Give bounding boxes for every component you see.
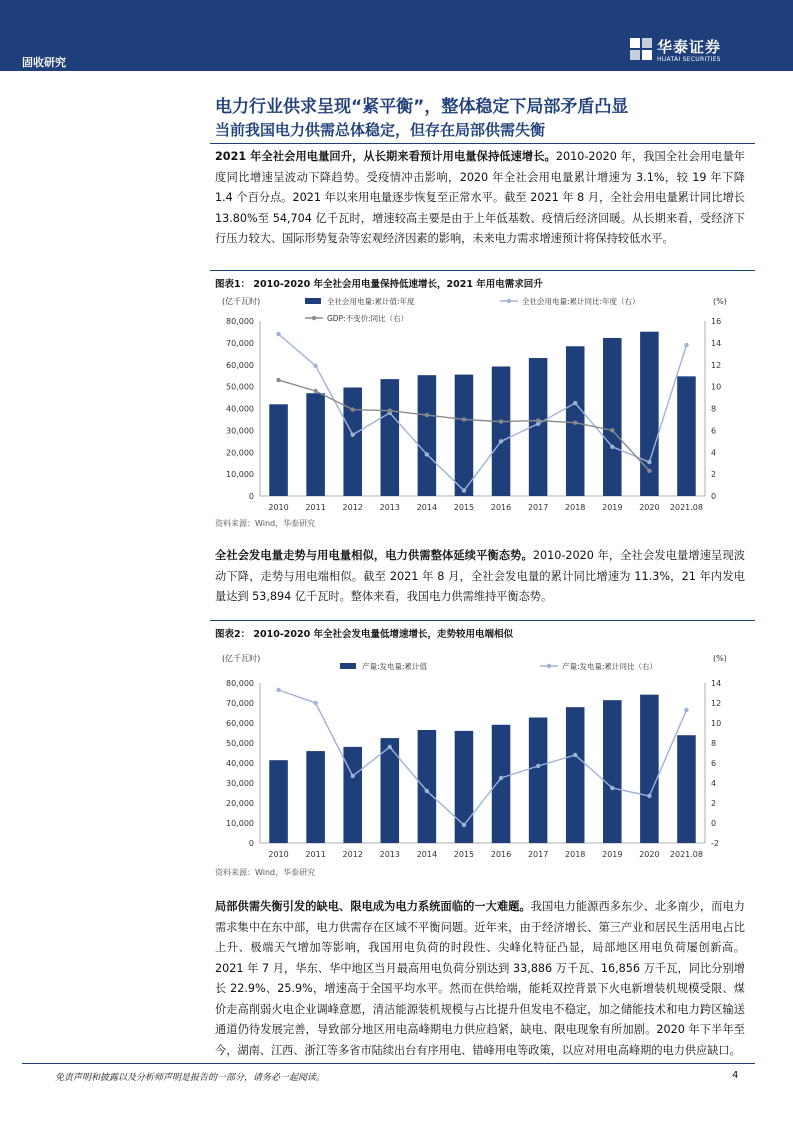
series-point bbox=[388, 745, 392, 749]
x-axis-tick: 2017 bbox=[527, 850, 549, 859]
x-axis-tick: 2016 bbox=[490, 503, 512, 512]
right-axis-tick: 2 bbox=[711, 470, 717, 480]
x-axis-tick: 2019 bbox=[602, 503, 623, 512]
series-point bbox=[647, 794, 651, 798]
series-point bbox=[351, 407, 355, 411]
figure-2-top-rule bbox=[210, 620, 755, 621]
bar bbox=[603, 338, 622, 496]
right-axis-tick: 8 bbox=[711, 404, 717, 414]
left-axis-tick: 40,000 bbox=[226, 404, 254, 414]
x-axis-tick: 2021.08 bbox=[669, 503, 704, 512]
section-heading: 电力行业供求呈现“紧平衡”，整体稳定下局部矛盾凸显 bbox=[215, 97, 629, 117]
bar bbox=[381, 379, 400, 496]
series-point bbox=[536, 418, 540, 422]
figure-1-title: 图表1： 2010-2020 年全社会用电量保持低速增长，2021 年用电需求回升 bbox=[215, 279, 543, 290]
series-point bbox=[684, 708, 688, 712]
series-point bbox=[462, 417, 466, 421]
bar bbox=[640, 695, 659, 843]
paragraph-1 bbox=[215, 147, 745, 250]
series-point bbox=[425, 452, 429, 456]
series-point bbox=[351, 433, 355, 437]
x-axis-tick: 2016 bbox=[490, 850, 512, 859]
legend-label: 产量:发电量:累计同比（右） bbox=[562, 662, 658, 671]
legend-label: 全社会用电量:累计值:年度 bbox=[327, 297, 415, 306]
series-point bbox=[573, 401, 577, 405]
series-point bbox=[313, 389, 317, 393]
bar bbox=[455, 375, 474, 496]
left-axis-tick: 20,000 bbox=[226, 448, 254, 458]
figure-2-source: 资料来源：Wind，华泰研究 bbox=[215, 868, 316, 877]
left-axis-unit: (亿千瓦时) bbox=[222, 654, 261, 663]
right-axis-tick: 10 bbox=[711, 719, 722, 728]
series-point bbox=[313, 701, 317, 705]
bar bbox=[306, 393, 325, 496]
right-axis-tick: 2 bbox=[711, 799, 717, 808]
series-point bbox=[610, 428, 614, 432]
x-axis-tick: 2012 bbox=[342, 503, 363, 512]
bar bbox=[492, 725, 511, 843]
huatai-logo-icon bbox=[630, 38, 652, 60]
left-axis-tick: 30,000 bbox=[226, 426, 254, 436]
bar bbox=[529, 717, 548, 843]
right-axis-tick: 6 bbox=[711, 426, 717, 436]
right-axis-tick: 0 bbox=[711, 819, 717, 828]
series-point bbox=[573, 421, 577, 425]
paragraph-1-lead: 2021 年全社会用电量回升，从长期来看预计用电量保持低速增长。 bbox=[215, 150, 556, 163]
right-axis-tick: 12 bbox=[711, 360, 722, 370]
x-axis-tick: 2010 bbox=[268, 503, 289, 512]
series-point bbox=[684, 343, 688, 347]
footer-rule bbox=[22, 1063, 755, 1064]
legend-swatch bbox=[305, 298, 321, 304]
left-axis-unit: (亿千瓦时) bbox=[222, 297, 261, 306]
series-point bbox=[351, 774, 355, 778]
right-axis-tick: 10 bbox=[711, 382, 722, 392]
series-point bbox=[610, 445, 614, 449]
x-axis-tick: 2014 bbox=[416, 850, 438, 859]
left-axis-tick: 10,000 bbox=[226, 819, 254, 828]
series-point bbox=[647, 469, 651, 473]
bar bbox=[418, 375, 437, 496]
right-axis-tick: 14 bbox=[711, 338, 722, 348]
bar bbox=[269, 404, 288, 496]
paragraph-3-body: 我国电力能源西多东少、北多南少，而电力需求集中在东中部，电力供需存在区域不平衡问题。近年来，由于经济增长、第三产业和居民生活用电占比上升、极端天气增加等影响，我国用电负荷的时段性、尖峰化特征凸显，局部地区用电负荷屡创新高。2021 年 7 月，华东、华中地区当月最高用电负荷分别达到 33,886 万千瓦、16,856 万千瓦，同比分别增长 22.9%、25.9%，增速高于全国平均水平。然而在供给端，能耗双控背景下火电新增装机规模受限、煤价走高削弱火电企业调峰意愿，清洁能源装机规模与占比提升但发电不稳定，加之储能技术和电力跨区输送通道仍待发展完善，导致部分地区用电高峰期电力供应趋紧，缺电、限电现象有所加剧。2020 年下半年至今，湖南、江西、浙江等多省市陆续出台有序用电、错峰用电等政策，以应对用电高峰期的电力供应缺口。 bbox=[215, 900, 745, 1057]
series-point bbox=[425, 413, 429, 417]
figure-2-chart bbox=[210, 645, 740, 867]
figure-1-chart bbox=[210, 290, 740, 518]
left-axis-tick: 70,000 bbox=[226, 699, 254, 708]
legend-swatch bbox=[340, 663, 356, 669]
right-axis-tick: -2 bbox=[711, 839, 719, 848]
logo-text-en: HUATAI SECURITIES bbox=[657, 56, 721, 63]
right-axis-tick: 4 bbox=[711, 779, 717, 788]
paragraph-2 bbox=[215, 546, 745, 608]
left-axis-tick: 80,000 bbox=[226, 317, 254, 326]
legend-swatch bbox=[312, 316, 316, 320]
figure-2-title: 图表2： 2010-2020 年全社会发电量低增速增长，走势较用电端相似 bbox=[215, 629, 514, 640]
series-point bbox=[573, 753, 577, 757]
bar bbox=[677, 735, 696, 843]
series-line bbox=[279, 334, 687, 490]
bar bbox=[343, 388, 362, 496]
logo bbox=[630, 36, 740, 66]
paragraph-3 bbox=[215, 897, 745, 1061]
bar bbox=[603, 700, 622, 843]
right-axis-tick: 14 bbox=[711, 679, 722, 688]
bar bbox=[492, 367, 511, 496]
legend-label: GDP:不变价:同比（右） bbox=[327, 314, 409, 323]
x-axis-tick: 2017 bbox=[527, 503, 549, 512]
x-axis-tick: 2018 bbox=[565, 850, 586, 859]
x-axis-tick: 2013 bbox=[379, 503, 400, 512]
x-axis-tick: 2020 bbox=[639, 503, 660, 512]
paragraph-1-body: 2010-2020 年，我国全社会用电量年度同比增速呈波动下降趋势。受疫情冲击影响，2020 年全社会用电量累计增速为 3.1%，较 19 年下降 1.4 个百分点。2021 年以来用电量逐步恢复至正常水平。截至 2021 年 8 月，全社会用电量累计同比增长 13.80%至 54,704 亿千瓦时，增速较高主要是由于上年低基数、疫情后经济回暖。从长期来看，受经济下行压力较大、国际形势复杂等宏观经济因素的影响，未来电力需求增速预计将保持较低水平。 bbox=[215, 150, 745, 245]
left-axis-tick: 60,000 bbox=[226, 360, 254, 370]
series-point bbox=[499, 419, 503, 423]
right-axis-tick: 8 bbox=[711, 739, 717, 748]
paragraph-2-lead: 全社会发电量走势与用电量相似，电力供需整体延续平衡态势。 bbox=[215, 549, 533, 562]
series-point bbox=[276, 378, 280, 382]
left-axis-tick: 70,000 bbox=[226, 338, 254, 348]
x-axis-tick: 2015 bbox=[453, 850, 475, 859]
series-point bbox=[462, 823, 466, 827]
bar bbox=[306, 751, 325, 843]
paragraph-2-body: 2010-2020 年，全社会发电量增速呈现波动下降，走势与用电端相似。截至 2021 年 8 月，全社会发电量的累计同比增速为 11.3%，21 年内发电量达到 53,894 亿千瓦时。整体来看，我国电力供需维持平衡态势。 bbox=[215, 549, 745, 603]
right-axis-tick: 12 bbox=[711, 699, 722, 708]
left-axis-tick: 40,000 bbox=[226, 759, 254, 768]
left-axis-tick: 20,000 bbox=[226, 799, 254, 808]
legend-swatch bbox=[507, 299, 511, 303]
right-axis-unit: (%) bbox=[713, 297, 727, 306]
left-axis-tick: 0 bbox=[248, 492, 254, 501]
right-axis-unit: (%) bbox=[713, 654, 727, 663]
left-axis-tick: 30,000 bbox=[226, 779, 254, 788]
subsection-heading: 当前我国电力供需总体稳定，但存在局部供需失衡 bbox=[215, 121, 546, 139]
bar bbox=[343, 747, 362, 843]
left-axis-tick: 0 bbox=[248, 839, 254, 848]
footer-disclaimer: 免责声明和披露以及分析师声明是报告的一部分，请务必一起阅读。 bbox=[55, 1073, 326, 1083]
section-tag: 固收研究 bbox=[22, 56, 66, 69]
right-axis-tick: 6 bbox=[711, 759, 717, 768]
series-point bbox=[536, 764, 540, 768]
bar bbox=[269, 760, 288, 843]
bar bbox=[566, 707, 585, 843]
series-point bbox=[276, 688, 280, 692]
right-axis-tick: 0 bbox=[711, 492, 717, 501]
x-axis-tick: 2020 bbox=[639, 850, 660, 859]
bar bbox=[418, 730, 437, 843]
page-number: 4 bbox=[732, 1070, 739, 1081]
x-axis-tick: 2012 bbox=[342, 850, 363, 859]
series-point bbox=[313, 364, 317, 368]
legend-label: 全社会用电量:累计同比:年度（右） bbox=[522, 297, 640, 306]
series-point bbox=[425, 789, 429, 793]
x-axis-tick: 2018 bbox=[565, 503, 586, 512]
right-axis-tick: 4 bbox=[711, 448, 717, 458]
x-axis-tick: 2021.08 bbox=[669, 850, 704, 859]
heading-rule bbox=[210, 143, 755, 144]
right-axis-tick: 16 bbox=[711, 317, 722, 326]
x-axis-tick: 2015 bbox=[453, 503, 475, 512]
legend-swatch bbox=[547, 664, 551, 668]
left-axis-tick: 50,000 bbox=[226, 739, 254, 748]
x-axis-tick: 2010 bbox=[268, 850, 289, 859]
series-point bbox=[462, 488, 466, 492]
series-point bbox=[388, 408, 392, 412]
x-axis-tick: 2011 bbox=[305, 503, 326, 512]
paragraph-3-lead: 局部供需失衡引发的缺电、限电成为电力系统面临的一大难题。 bbox=[215, 900, 531, 913]
figure-1-source: 资料来源：Wind，华泰研究 bbox=[215, 519, 316, 528]
logo-text-cn: 华泰证券 bbox=[657, 38, 722, 56]
left-axis-tick: 10,000 bbox=[226, 470, 254, 480]
series-point bbox=[276, 332, 280, 336]
left-axis-tick: 60,000 bbox=[226, 719, 254, 728]
x-axis-tick: 2013 bbox=[379, 850, 400, 859]
left-axis-tick: 80,000 bbox=[226, 679, 254, 688]
x-axis-tick: 2014 bbox=[416, 503, 438, 512]
series-point bbox=[499, 439, 503, 443]
series-point bbox=[610, 786, 614, 790]
left-axis-tick: 50,000 bbox=[226, 382, 254, 392]
figure-1-top-rule bbox=[210, 270, 755, 271]
series-line bbox=[279, 690, 687, 825]
series-point bbox=[499, 776, 503, 780]
legend-label: 产量:发电量:累计值 bbox=[362, 662, 428, 671]
series-point bbox=[647, 460, 651, 464]
x-axis-tick: 2019 bbox=[602, 850, 623, 859]
x-axis-tick: 2011 bbox=[305, 850, 326, 859]
bar bbox=[677, 376, 696, 496]
